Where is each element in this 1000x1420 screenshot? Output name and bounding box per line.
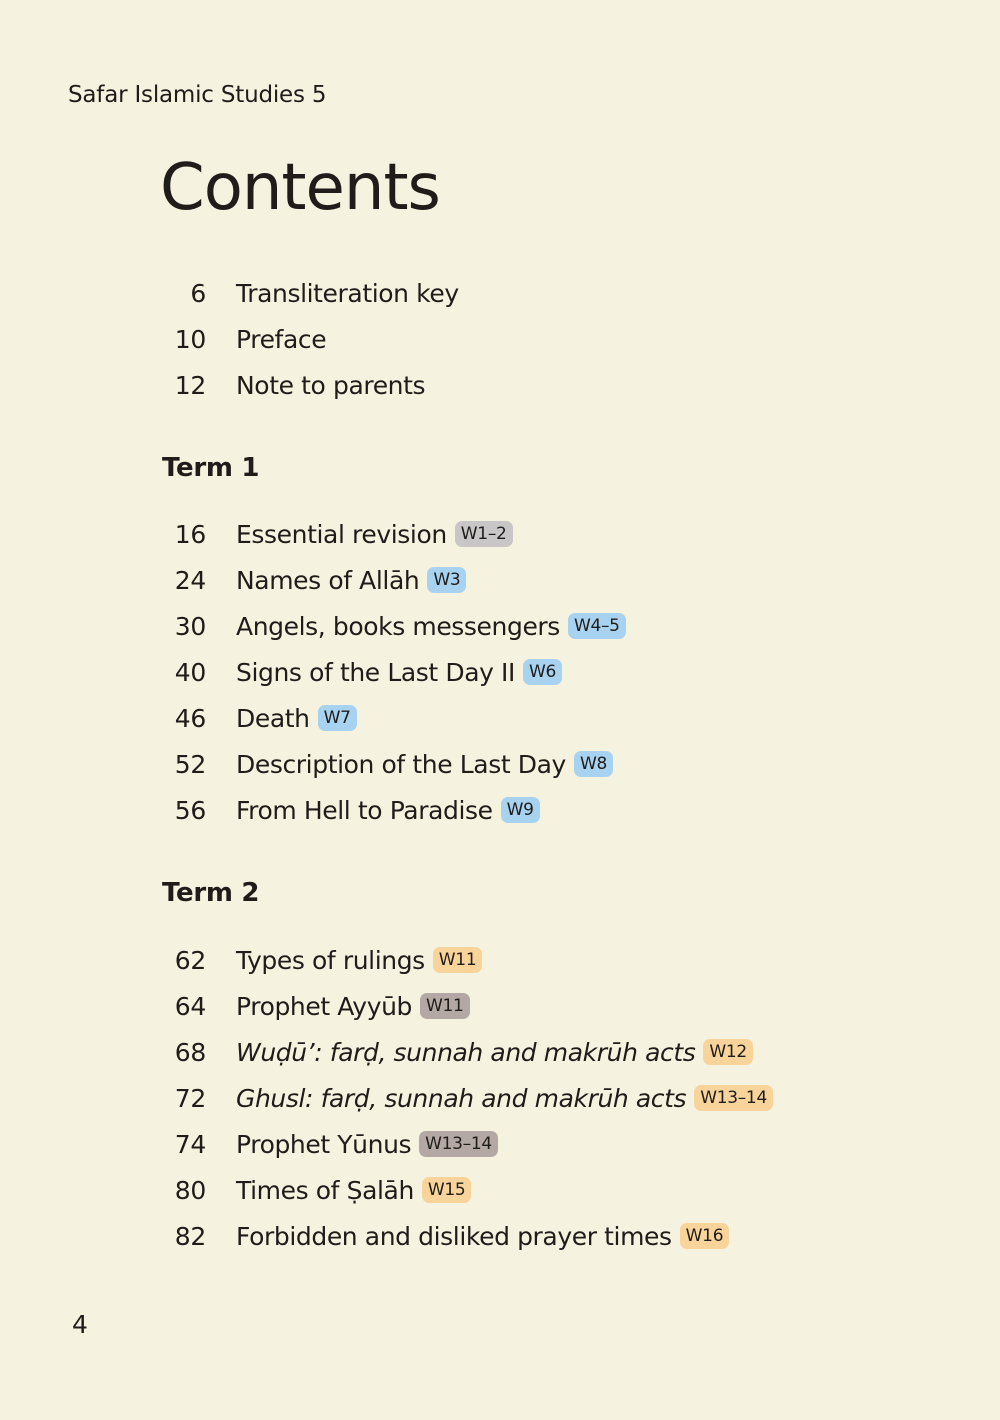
toc-entry[interactable] [0, 316, 1000, 362]
week-badge: W4–5 [568, 613, 626, 639]
toc-entry-title-group [236, 741, 613, 787]
toc-entry[interactable] [0, 695, 1000, 741]
toc-entry-title: Angels, books messengers [236, 611, 560, 641]
toc-page-number: 46 [174, 703, 206, 733]
toc-entry-title-group [236, 1121, 498, 1167]
toc-page-number: 72 [174, 1083, 206, 1113]
toc-entry[interactable] [0, 1121, 1000, 1167]
toc-entry-title-group [236, 649, 562, 695]
toc-entry-title: Prophet Ayyūb [236, 991, 413, 1021]
toc-entry-title: Ghusl: farḍ, sunnah and makrūh acts [236, 1083, 687, 1113]
toc-entry[interactable] [0, 983, 1000, 1029]
toc-entry-title-group [236, 557, 466, 603]
page-number: 4 [72, 1310, 88, 1339]
week-badge: W7 [318, 705, 357, 731]
toc-entry-title: Essential revision [236, 519, 447, 549]
toc-entry[interactable] [0, 511, 1000, 557]
toc-page-number: 24 [174, 565, 206, 595]
week-badge: W13–14 [419, 1131, 498, 1157]
toc-entry[interactable] [0, 270, 1000, 316]
toc-entry-title: Prophet Yūnus [236, 1129, 412, 1159]
toc-entry[interactable] [0, 787, 1000, 833]
toc-page-number: 16 [174, 519, 206, 549]
toc-entry[interactable] [0, 362, 1000, 408]
toc-entry-title-group [236, 1029, 753, 1075]
toc-entry-title-group [236, 316, 326, 362]
page-heading: Contents [160, 151, 440, 225]
toc-page-number: 62 [174, 945, 206, 975]
toc-entry-title-group [236, 983, 470, 1029]
week-badge: W13–14 [694, 1085, 773, 1111]
term-heading: Term 2 [162, 878, 260, 908]
toc-entry[interactable] [0, 1029, 1000, 1075]
toc-entry-title: Description of the Last Day [236, 749, 566, 779]
toc-entry-title-group [236, 362, 425, 408]
toc-entry-title-group [236, 511, 513, 557]
toc-entry-title-group [236, 1075, 773, 1121]
week-badge: W15 [422, 1177, 472, 1203]
toc-page-number: 56 [174, 795, 206, 825]
week-badge: W1–2 [455, 521, 513, 547]
toc-page-number: 82 [174, 1221, 206, 1251]
week-badge: W6 [523, 659, 562, 685]
week-badge: W16 [680, 1223, 730, 1249]
toc-page-number: 12 [174, 370, 206, 400]
toc-entry[interactable] [0, 1075, 1000, 1121]
toc-entry-title: Times of Ṣalāh [236, 1175, 414, 1205]
book-title: Safar Islamic Studies 5 [68, 82, 327, 108]
toc-page-number: 80 [174, 1175, 206, 1205]
toc-entry-title: Signs of the Last Day II [236, 657, 515, 687]
toc-page-number: 64 [174, 991, 206, 1021]
week-badge: W8 [574, 751, 613, 777]
toc-page-number: 40 [174, 657, 206, 687]
toc-page-number: 74 [174, 1129, 206, 1159]
toc-entry-title-group [236, 1213, 729, 1259]
toc-page-number: 52 [174, 749, 206, 779]
week-badge: W11 [420, 993, 470, 1019]
toc-entry-title: From Hell to Paradise [236, 795, 493, 825]
toc-entry[interactable] [0, 937, 1000, 983]
toc-entry[interactable] [0, 557, 1000, 603]
week-badge: W9 [501, 797, 540, 823]
toc-entry-title-group [236, 787, 540, 833]
toc-page-number: 68 [174, 1037, 206, 1067]
toc-entry[interactable] [0, 741, 1000, 787]
term-heading: Term 1 [162, 453, 260, 483]
toc-page-number: 10 [174, 324, 206, 354]
toc-entry[interactable] [0, 1213, 1000, 1259]
toc-entry-title-group [236, 270, 459, 316]
toc-entry[interactable] [0, 649, 1000, 695]
toc-entry[interactable] [0, 603, 1000, 649]
toc-entry-title: Types of rulings [236, 945, 425, 975]
toc-entry-title: Preface [236, 324, 327, 354]
toc-page-number: 30 [174, 611, 206, 641]
toc-entry-title: Forbidden and disliked prayer times [236, 1221, 672, 1251]
toc-entry-title-group [236, 937, 482, 983]
week-badge: W11 [433, 947, 483, 973]
toc-entry-title: Transliteration key [236, 278, 459, 308]
toc-entry-title: Note to parents [236, 370, 426, 400]
week-badge: W3 [427, 567, 466, 593]
toc-entry-title-group [236, 603, 626, 649]
week-badge: W12 [703, 1039, 753, 1065]
toc-entry-title: Names of Allāh [236, 565, 420, 595]
toc-entry-title: Death [236, 703, 310, 733]
toc-entry[interactable] [0, 1167, 1000, 1213]
toc-page-number: 6 [190, 278, 206, 308]
toc-entry-title-group [236, 695, 357, 741]
toc-entry-title: Wuḍū’: farḍ, sunnah and makrūh acts [236, 1037, 696, 1067]
toc-entry-title-group [236, 1167, 471, 1213]
